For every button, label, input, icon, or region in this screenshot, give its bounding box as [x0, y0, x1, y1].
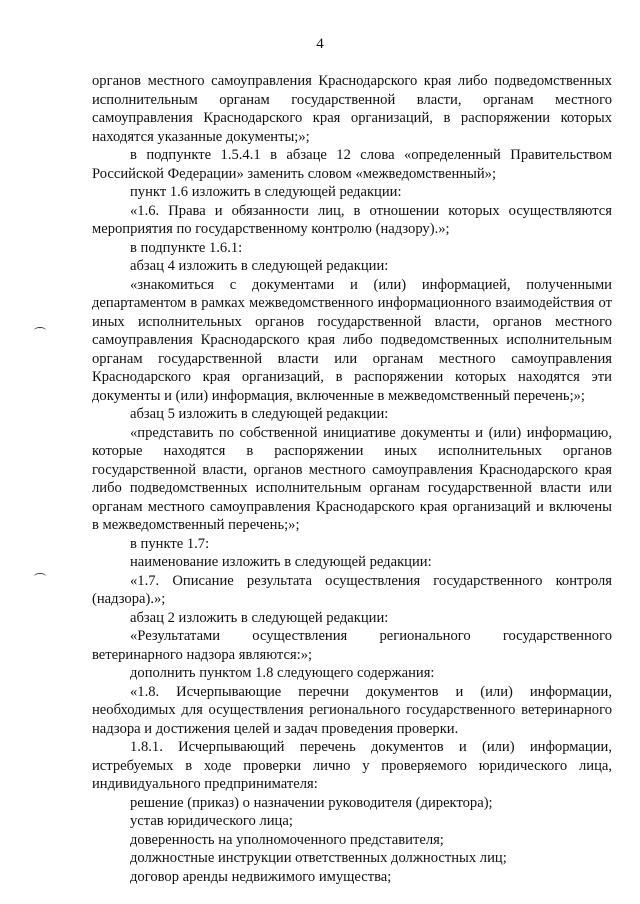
- paragraph: наименование изложить в следующей редакции:: [130, 554, 432, 570]
- paragraph: дополнить пунктом 1.8 следующего содержания:: [130, 665, 435, 681]
- paragraph: «1.8. Исчерпывающие перечни документов и (или) информации, необходимых для осуществления регионального государственного ветеринарного надзора и достижения целей и задач проведения проверки.: [92, 683, 612, 737]
- paragraph: абзац 5 изложить в следующей редакции:: [130, 406, 389, 422]
- paragraph: абзац 2 изложить в следующей редакции:: [130, 609, 389, 626]
- paragraph: «представить по собственной инициативе документы и (или) информацию, которые находятся в распоряжении иных исполнительных органов государственной власти, органов местного самоуправления Краснодарского края либо подведомственных исполнительным органам государственной власти или органам местного самоуправления Краснодарского края организаций и включены в межведомственный перечень;»;: [92, 424, 612, 533]
- margin-mark: [34, 327, 46, 334]
- paragraph: 1.8.1. Исчерпывающий перечень документов и (или) информации, истребуемых в ходе проверки лично у проверяемого юридического лица, индивидуального предпринимателя:: [92, 739, 612, 792]
- list-item: должностные инструкции ответственных должностных лиц;: [130, 850, 507, 866]
- paragraph: «1.7. Описание результата осуществления государственного контроля (надзора).»;: [92, 572, 612, 607]
- page-number: 4: [316, 36, 324, 52]
- paragraph: пункт 1.6 изложить в следующей редакции:: [130, 184, 402, 200]
- list-item: доверенность на уполномоченного представителя;: [130, 831, 444, 848]
- paragraph-continuation: органов местного самоуправления Краснодарского края либо подведомственных исполнительным органам государственной власти, органам местного самоуправления Краснодарского края организаций, в распоряжении которых находятся указанные документы;»;: [92, 73, 612, 145]
- paragraph: «Результатами осуществления регионального государственного ветеринарного надзора являются:»;: [92, 628, 612, 663]
- list-item: устав юридического лица;: [130, 813, 293, 829]
- list-item: решение (приказ) о назначении руководителя (директора);: [130, 794, 493, 811]
- paragraph: абзац 4 изложить в следующей редакции:: [130, 258, 389, 274]
- paragraph: «1.6. Права и обязанности лиц, в отношении которых осуществляются мероприятия по государственному контролю (надзору).»;: [92, 202, 612, 237]
- list-item: договор аренды недвижимого имущества;: [130, 868, 392, 885]
- paragraph: в пункте 1.7:: [130, 535, 210, 552]
- paragraph: в подпункте 1.6.1:: [130, 239, 243, 256]
- paragraph: «знакомиться с документами и (или) информацией, полученными департаментом в рамках межведомственного информационного взаимодействия от иных исполнительных органов государственной власти, органов местного самоуправления Краснодарского края либо подведомственных исполнительным органам государственной власти или органам местного самоуправления Краснодарского края организаций, в распоряжении которых находятся эти документы и (или) информация, включенные в межведомственный перечень;»;: [92, 276, 612, 404]
- margin-mark: [34, 573, 46, 580]
- paragraph: в подпункте 1.5.4.1 в абзаце 12 слова «определенный Правительством Российской Федерации» заменить словом «межведомственный»;: [92, 147, 612, 182]
- document-body: [92, 72, 612, 886]
